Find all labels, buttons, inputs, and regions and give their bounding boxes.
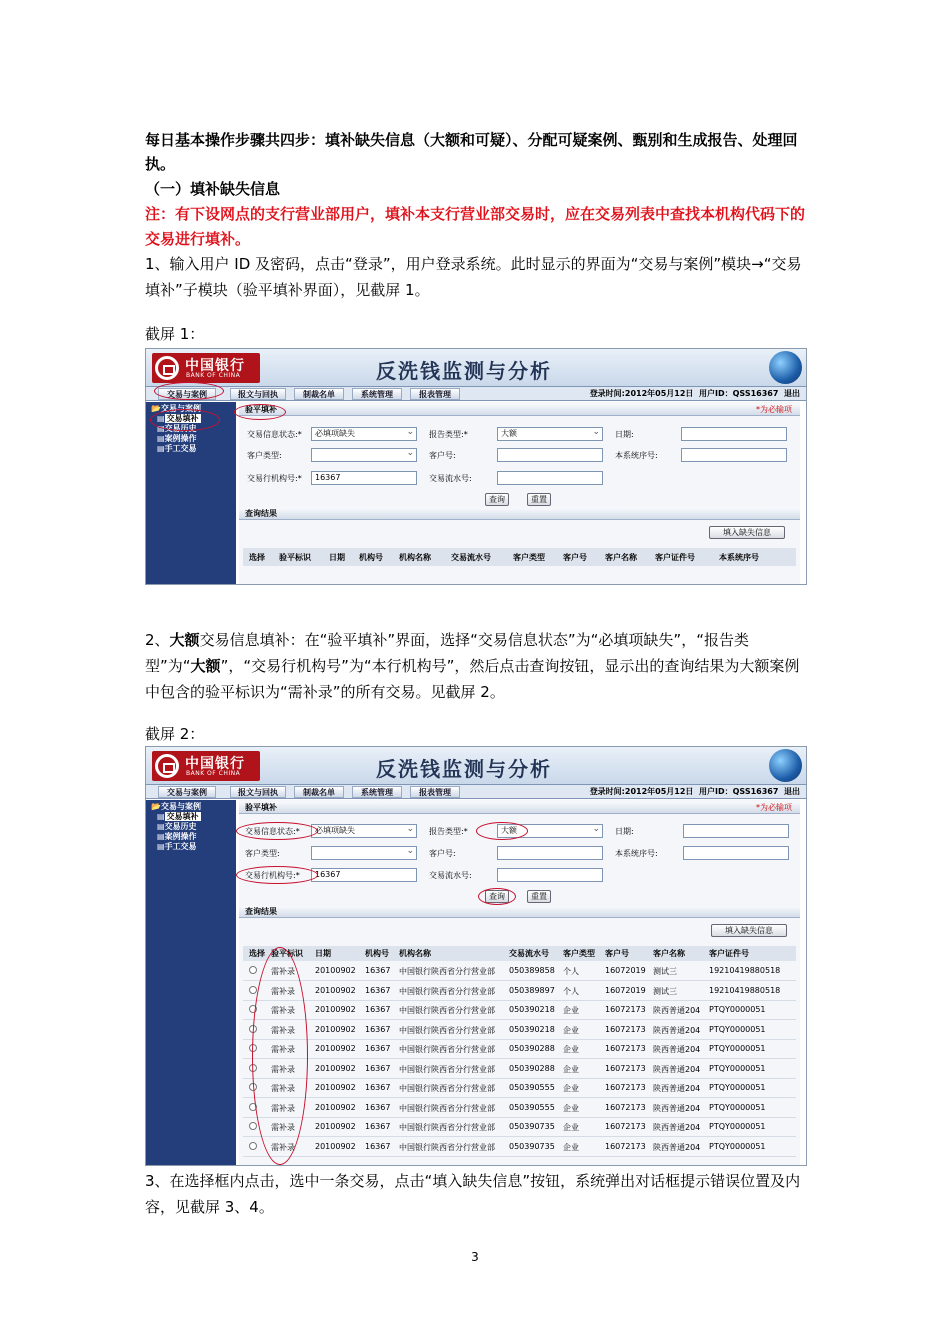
- cell-ctype: 企业: [563, 1142, 579, 1152]
- table-row[interactable]: [243, 962, 796, 981]
- tree-root[interactable]: 📂交易与案例: [151, 802, 201, 811]
- screenshot-1: [145, 348, 807, 585]
- table-row[interactable]: [243, 1118, 796, 1137]
- cell-cno: 16072173: [605, 1083, 646, 1092]
- cell-cno: 16072173: [605, 1024, 646, 1034]
- query-button[interactable]: 查询: [485, 890, 509, 903]
- table-row[interactable]: [243, 1079, 796, 1098]
- results-header-row: 选择 验平标识 日期 机构号 机构名称 交易流水号 客户类型 客户号 客户名称 客户证件号: [243, 946, 796, 961]
- app-banner: [146, 747, 806, 785]
- cell-cno: 16072173: [605, 1102, 646, 1112]
- row-radio[interactable]: [249, 986, 257, 994]
- cell-serial: 050390735: [509, 1141, 555, 1151]
- results-section-header: 查询结果: [239, 508, 800, 520]
- cell-cno: 16072173: [605, 1005, 646, 1014]
- cust-no-input[interactable]: [497, 448, 603, 462]
- cell-cname: 陕西普通204: [653, 1006, 701, 1015]
- screenshot2-caption: 截屏 2：: [145, 725, 205, 743]
- cell-serial: 050390288: [509, 1063, 555, 1073]
- cell-date: 20100902: [315, 1141, 356, 1151]
- row-radio[interactable]: [249, 1142, 257, 1150]
- cell-org-name: 中国银行陕西省分行营业部: [399, 1103, 495, 1113]
- cell-ctype: 企业: [563, 1006, 579, 1015]
- cell-cid: PTQY0000051: [709, 1141, 766, 1151]
- screenshot-2: [145, 746, 807, 1166]
- main-panel: 验平填补 *为必输项 交易信息状态:* 必填项缺失 ⌄ 报告类型:* 大额 ⌄ 日期: 客户类型: ⌄ 客户号: 本系统序号: 交易行机构号:* 16367 交易流水号: 查询 重置 查询结果 填入缺失信息 选择 验平标识 日期 机构号 机构名称 交易流水号 客户类型 客户号 客户名称 客户证件号 本系统序号: [239, 402, 800, 584]
- page-icon: ▤: [157, 812, 165, 821]
- login-info: 登录时间:2012年05月12日 用户ID：QSS16367 退出: [589, 787, 800, 796]
- menu-sanctions[interactable]: 制裁名单: [294, 786, 344, 798]
- main-panel: 验平填补 *为必输项 交易信息状态:* 必填项缺失 ⌄ 报告类型:* 大额 ⌄ 日期: 客户类型: ⌄ 客户号: 本系统序号: 交易行机构号:* 16367 交易流水号: 查询 重置 查询结果 填入缺失信息 选择 验平标识 日期 机构号 机构名称 交易流水号 客户类型 客户号 客户名称 客户证件号 需补录 20100902 16367 中国银行陕西省分行营业部 050389858 个人 16072019 测试三 19210419880518 需补录 20100902 16367 中国银行陕西省分行营业部 050389897 个人 16072019 测试三 19210419880518 需补录 20100902 16367 中国银行陕西省分行营业部 050390218 企业 16072173 陕西普通204 PTQY0000051 需补录 20100902 16367 中国银行陕西省分行营业部 050390218 企业 16072173 陕西普通204 PTQY0000051 需补录 20100902 16367 中国银行陕西省分行营业部 050390288 企业 16072173 陕西普通204 PTQY0000051 需补录 20100902 16367 中国银行陕西省分行营业部 050390288 企业 16072173 陕西普通204 PTQY0000051 需补录 20100902 16367 中国银行陕西省分行营业部 050390555 企业 16072173 陕西普通204 PTQY0000051 需补录 20100902 16367 中国银行陕西省分行营业部 050390555 企业 16072173 陕西普通204 PTQY0000051 需补录 20100902 16367 中国银行陕西省分行营业部 050390735 企业 16072173 陕西普通204 PTQY0000051 需补录 20100902 16367 中国银行陕西省分行营业部 050390735 企业 16072173 陕西普通204 PTQY0000051: [239, 800, 800, 1165]
- page-icon: ▤: [157, 832, 165, 841]
- globe-icon: [769, 351, 802, 384]
- cell-flag: 需补录: [271, 1142, 295, 1152]
- cell-cid: PTQY0000051: [709, 1044, 766, 1053]
- row-radio[interactable]: [249, 966, 257, 974]
- cell-cid: PTQY0000051: [709, 1005, 766, 1014]
- cell-date: 20100902: [315, 1044, 356, 1053]
- cell-ctype: 个人: [563, 967, 579, 976]
- fill-missing-button[interactable]: 填入缺失信息: [711, 924, 787, 937]
- cell-date: 20100902: [315, 1102, 356, 1112]
- menu-statements[interactable]: 报表管理: [410, 388, 460, 400]
- results-header-row: 选择 验平标识 日期 机构号 机构名称 交易流水号 客户类型 客户号 客户名称 客户证件号 本系统序号: [243, 548, 796, 566]
- cell-org-name: 中国银行陕西省分行营业部: [399, 1142, 495, 1152]
- menu-reports[interactable]: 报文与回执: [230, 388, 286, 400]
- step2-paragraph: 2、大额交易信息填补：在“验平填补”界面，选择“交易信息状态”为“必填项缺失”，“报告类型”为“大额”，“交易行机构号”为“本行机构号”，然后点击查询按钮，显示出的查询结果为大额案例中包含的验平标识为“需补录”的所有交易。见截屏 2。: [145, 631, 800, 701]
- highlight-oval: [252, 947, 308, 1165]
- tree-item-manual[interactable]: ▤手工交易: [157, 444, 197, 453]
- cell-date: 20100902: [315, 966, 356, 975]
- menu-bar: [146, 785, 806, 799]
- system-title: 反洗钱监测与分析: [376, 359, 552, 383]
- tree-item-manual[interactable]: ▤手工交易: [157, 842, 197, 851]
- cell-cid: 19210419880518: [709, 966, 781, 975]
- status-select[interactable]: 必填项缺失 ⌄: [311, 427, 417, 441]
- table-row[interactable]: [243, 1040, 796, 1059]
- cell-cname: 陕西普通204: [653, 1025, 701, 1035]
- cell-org-name: 中国银行陕西省分行营业部: [399, 1025, 495, 1035]
- cell-cname: 陕西普通204: [653, 1103, 701, 1113]
- cell-ctype: 个人: [563, 986, 579, 996]
- cell-cname: 陕西普通204: [653, 1084, 701, 1093]
- cell-org: 16367: [365, 1102, 391, 1112]
- cell-date: 20100902: [315, 1083, 356, 1092]
- highlight-oval: [478, 888, 516, 905]
- cell-org: 16367: [365, 1005, 391, 1014]
- cell-flag: 需补录: [271, 1064, 295, 1074]
- step3-paragraph: 3、在选择框内点击，选中一条交易，点击“填入缺失信息”按钮，系统弹出对话框提示错误位置及内容，见截屏 3、4。: [145, 1172, 801, 1216]
- screenshot1-caption: 截屏 1：: [145, 325, 205, 343]
- cell-flag: 需补录: [271, 1025, 295, 1035]
- menu-sanctions[interactable]: 制裁名单: [294, 388, 344, 400]
- fill-section-header: 验平填补 *为必输项: [239, 404, 800, 416]
- cell-org: 16367: [365, 1063, 391, 1073]
- table-row[interactable]: [243, 1099, 796, 1118]
- note-paragraph: 注：有下设网点的支行营业部用户，填补本支行营业部交易时，应在交易列表中查找本机构代码下的交易进行填补。: [145, 205, 806, 248]
- logout-link[interactable]: 退出: [784, 787, 800, 796]
- cell-org: 16367: [365, 1122, 391, 1131]
- page-icon: ▤: [157, 842, 165, 851]
- menu-bar: [146, 387, 806, 401]
- cell-flag: 需补录: [271, 1006, 295, 1015]
- cell-org: 16367: [365, 1083, 391, 1092]
- cell-cname: 陕西普通204: [653, 1045, 701, 1054]
- cell-cid: 19210419880518: [709, 985, 781, 995]
- highlight-oval: [150, 409, 220, 431]
- cell-date: 20100902: [315, 985, 356, 995]
- cell-cid: PTQY0000051: [709, 1122, 766, 1131]
- menu-system[interactable]: 系统管理: [352, 388, 402, 400]
- cell-ctype: 企业: [563, 1103, 579, 1113]
- menu-transactions[interactable]: 交易与案例: [158, 388, 216, 400]
- highlight-oval: [476, 822, 528, 840]
- cell-cid: PTQY0000051: [709, 1063, 766, 1073]
- serial-input[interactable]: [497, 471, 603, 485]
- cell-date: 20100902: [315, 1063, 356, 1073]
- folder-icon: 📂: [151, 802, 161, 811]
- cell-date: 20100902: [315, 1122, 356, 1131]
- reset-button[interactable]: 重置: [527, 890, 551, 903]
- page-icon: ▤: [157, 822, 165, 831]
- row-radio[interactable]: [249, 1122, 257, 1130]
- cell-cno: 16072019: [605, 966, 646, 975]
- cell-org: 16367: [365, 966, 391, 975]
- cell-org-name: 中国银行陕西省分行营业部: [399, 1123, 495, 1132]
- cell-cid: PTQY0000051: [709, 1083, 766, 1092]
- section-heading: （一）填补缺失信息: [145, 180, 281, 198]
- cell-cno: 16072173: [605, 1044, 646, 1053]
- cell-serial: 050390218: [509, 1024, 555, 1034]
- menu-transactions[interactable]: 交易与案例: [158, 786, 216, 798]
- table-row[interactable]: [243, 1138, 796, 1157]
- cell-cno: 16072173: [605, 1141, 646, 1151]
- tree-item-cases[interactable]: ▤案例操作: [157, 832, 197, 841]
- cell-cname: 陕西普通204: [653, 1123, 701, 1132]
- branch-input[interactable]: 16367: [311, 471, 417, 485]
- table-row[interactable]: [243, 1021, 796, 1040]
- date-input[interactable]: [683, 824, 789, 838]
- table-row[interactable]: [243, 1060, 796, 1079]
- cell-org: 16367: [365, 1141, 391, 1151]
- sys-seq-input[interactable]: [681, 448, 787, 462]
- tree-item-fill[interactable]: ▤ 交易填补: [157, 812, 199, 821]
- reset-button[interactable]: 重置: [527, 493, 551, 506]
- tree-item-fill[interactable]: ▤ 交易填补: [157, 414, 199, 423]
- intro-paragraph: 每日基本操作步骤共四步：填补缺失信息（大额和可疑）、分配可疑案例、甄别和生成报告、处理回执。: [145, 131, 798, 173]
- cell-cid: PTQY0000051: [709, 1024, 766, 1034]
- cell-serial: 050390735: [509, 1122, 555, 1131]
- cell-cname: 陕西普通204: [653, 1142, 701, 1152]
- step1-paragraph: 1、输入用户 ID 及密码，点击“登录”，用户登录系统。此时显示的界面为“交易与案例”模块→“交易填补”子模块（验平填补界面），见截屏 1。: [145, 255, 802, 299]
- sidebar: [146, 800, 236, 1165]
- cell-cno: 16072173: [605, 1063, 646, 1073]
- cell-serial: 050389858: [509, 966, 555, 975]
- cell-cname: 陕西普通204: [653, 1064, 701, 1074]
- page-icon: ▤: [157, 434, 165, 443]
- tree-item-cases[interactable]: ▤案例操作: [157, 434, 197, 443]
- cell-date: 20100902: [315, 1024, 356, 1034]
- table-row[interactable]: [243, 982, 796, 1001]
- cell-date: 20100902: [315, 1005, 356, 1014]
- app-banner: [146, 349, 806, 387]
- cell-flag: 需补录: [271, 1084, 295, 1093]
- cell-org-name: 中国银行陕西省分行营业部: [399, 1064, 495, 1074]
- bank-logo: 中国银行 BANK OF CHINA: [152, 751, 260, 781]
- results-section-header: 查询结果: [239, 906, 800, 918]
- cell-org-name: 中国银行陕西省分行营业部: [399, 1084, 495, 1093]
- page-icon: ▤: [157, 424, 165, 433]
- cell-org: 16367: [365, 1024, 391, 1034]
- globe-icon: [769, 749, 802, 782]
- report-type-select[interactable]: 大额 ⌄: [497, 427, 603, 441]
- cell-cno: 16072019: [605, 985, 646, 995]
- highlight-oval: [236, 822, 318, 840]
- cell-ctype: 企业: [563, 1123, 579, 1132]
- cust-type-select[interactable]: [311, 846, 417, 860]
- cell-org-name: 中国银行陕西省分行营业部: [399, 986, 495, 996]
- cell-ctype: 企业: [563, 1045, 579, 1054]
- status-select[interactable]: 必填项缺失 ⌄: [311, 824, 417, 838]
- menu-system[interactable]: 系统管理: [352, 786, 402, 798]
- table-row[interactable]: [243, 1001, 796, 1020]
- highlight-oval: [234, 404, 286, 420]
- cell-flag: 需补录: [271, 1123, 295, 1132]
- cell-flag: 需补录: [271, 1103, 295, 1113]
- system-title: 反洗钱监测与分析: [376, 757, 552, 781]
- cell-flag: 需补录: [271, 967, 295, 976]
- cell-serial: 050389897: [509, 985, 555, 995]
- cell-serial: 050390288: [509, 1044, 555, 1053]
- tree-item-history[interactable]: ▤交易历史: [157, 822, 197, 831]
- cell-serial: 050390555: [509, 1102, 555, 1112]
- query-button[interactable]: 查询: [485, 493, 509, 506]
- cell-flag: 需补录: [271, 1045, 295, 1054]
- cell-cno: 16072173: [605, 1122, 646, 1131]
- cust-type-select[interactable]: [311, 448, 417, 462]
- page-icon: ▤: [157, 444, 165, 453]
- report-type-select[interactable]: 大额 ⌄: [497, 824, 603, 838]
- folder-icon: 📂: [151, 404, 161, 413]
- cell-org-name: 中国银行陕西省分行营业部: [399, 1045, 495, 1054]
- cell-ctype: 企业: [563, 1084, 579, 1093]
- sys-seq-input[interactable]: [683, 846, 789, 860]
- cell-org: 16367: [365, 1044, 391, 1053]
- cell-ctype: 企业: [563, 1025, 579, 1035]
- fill-missing-button[interactable]: 填入缺失信息: [709, 526, 785, 539]
- tree-root[interactable]: 📂交易与案例: [151, 404, 201, 413]
- bank-logo: 中国银行 BANK OF CHINA: [152, 353, 260, 383]
- date-input[interactable]: [681, 427, 787, 441]
- branch-input[interactable]: 16367: [311, 868, 417, 882]
- cell-org: 16367: [365, 985, 391, 995]
- cell-org-name: 中国银行陕西省分行营业部: [399, 1006, 495, 1015]
- cell-ctype: 企业: [563, 1064, 579, 1074]
- tree-item-history[interactable]: ▤交易历史: [157, 424, 197, 433]
- cell-cname: 测试三: [653, 986, 677, 996]
- cell-cid: PTQY0000051: [709, 1102, 766, 1112]
- menu-statements[interactable]: 报表管理: [410, 786, 460, 798]
- serial-input[interactable]: [497, 868, 603, 882]
- highlight-oval: [154, 382, 224, 400]
- cell-flag: 需补录: [271, 986, 295, 996]
- login-info: 登录时间:2012年05月12日 用户ID：QSS16367 退出: [589, 389, 800, 398]
- cell-serial: 050390218: [509, 1005, 555, 1014]
- fill-section-header: 验平填补 *为必输项: [239, 802, 800, 814]
- logout-link[interactable]: 退出: [784, 389, 800, 398]
- cust-no-input[interactable]: [497, 846, 603, 860]
- highlight-oval: [236, 866, 318, 884]
- cell-cname: 测试三: [653, 967, 677, 976]
- page-number: 3: [471, 1250, 479, 1264]
- menu-reports[interactable]: 报文与回执: [230, 786, 286, 798]
- cell-org-name: 中国银行陕西省分行营业部: [399, 967, 495, 976]
- page-icon: ▤: [157, 414, 165, 423]
- cell-serial: 050390555: [509, 1083, 555, 1092]
